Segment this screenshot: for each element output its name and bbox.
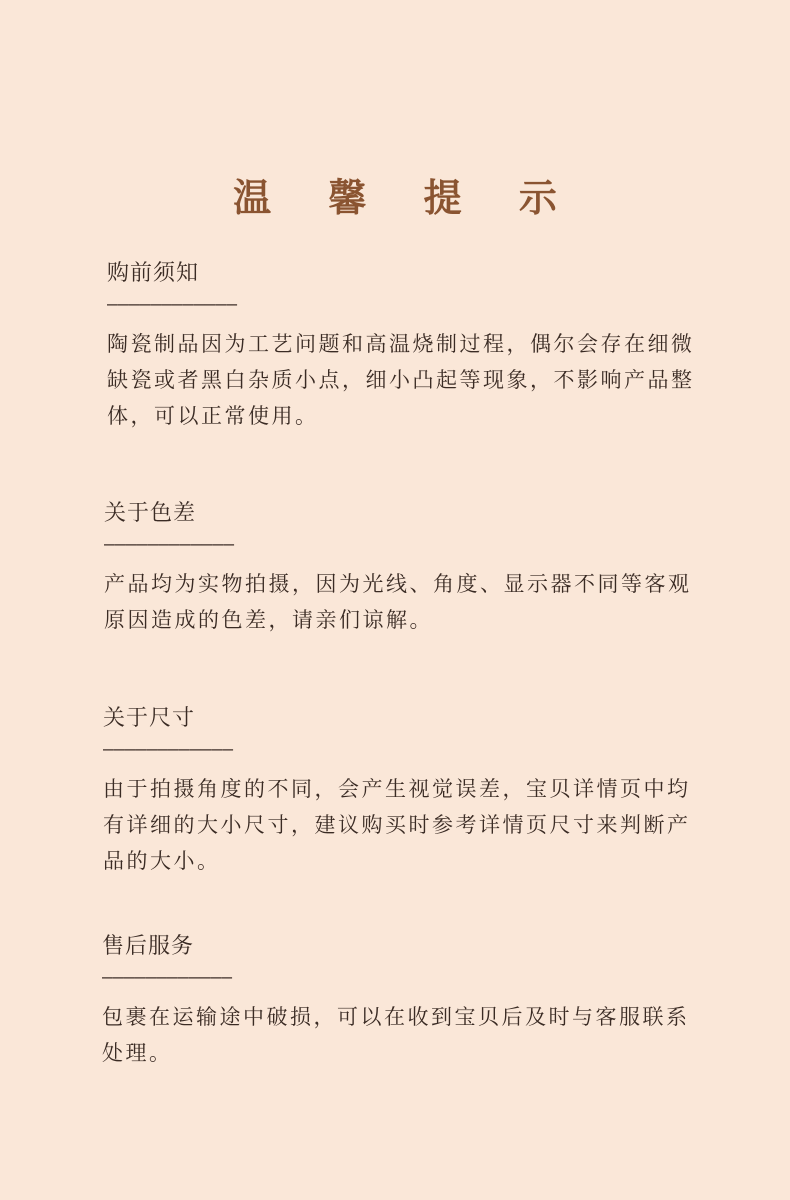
section-color-difference (104, 498, 694, 638)
section-heading: 购前须知 (107, 261, 200, 286)
section-heading: 关于尺寸 (103, 706, 196, 731)
section-divider: ———————————— (103, 739, 234, 760)
section-divider: ———————————— (104, 534, 235, 555)
section-body: 包裹在运输途中破损，可以在收到宝贝后及时与客服联系处理。 (102, 1005, 690, 1065)
section-body: 由于拍摄角度的不同，会产生视觉误差，宝贝详情页中均有详细的大小尺寸，建议购买时参考详情页尺寸来判断产品的大小。 (103, 777, 691, 873)
section-purchase-notice (107, 258, 697, 434)
section-heading: 售后服务 (102, 934, 195, 959)
section-heading: 关于色差 (104, 501, 197, 526)
section-divider: ———————————— (102, 967, 233, 988)
page-title: 温 馨 提 示 (233, 176, 579, 220)
section-body: 陶瓷制品因为工艺问题和高温烧制过程，偶尔会存在细微缺瓷或者黑白杂质小点，细小凸起等现象，不影响产品整体，可以正常使用。 (107, 332, 695, 428)
section-body: 产品均为实物拍摄，因为光线、角度、显示器不同等客观原因造成的色差，请亲们谅解。 (104, 572, 692, 632)
section-after-sales (102, 931, 692, 1071)
section-divider: ———————————— (107, 294, 238, 315)
section-size (103, 703, 693, 879)
